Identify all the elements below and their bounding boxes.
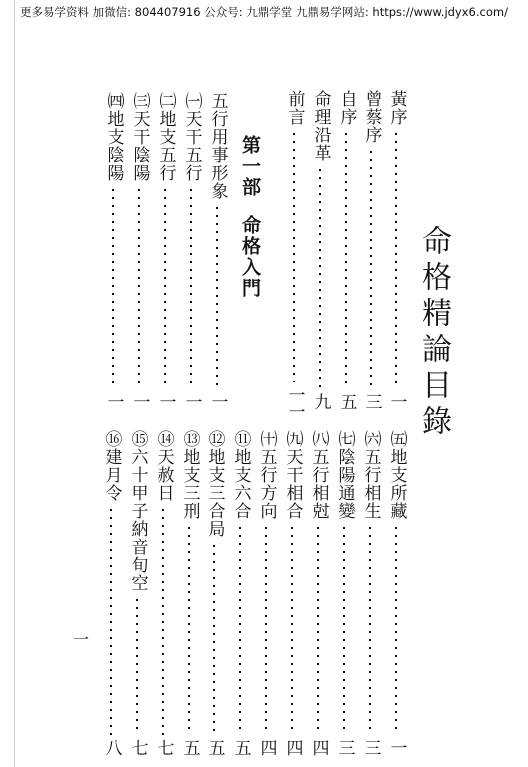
- toc-entry: [254, 430, 278, 756]
- leader-dots: [110, 506, 112, 735]
- margin-mark: 一: [73, 630, 90, 649]
- toc-entry-label: 黃序: [386, 90, 407, 126]
- toc-entry: [205, 92, 229, 410]
- leader-dots: [370, 148, 372, 389]
- toc-entry-label: 自序: [336, 90, 357, 126]
- toc-entry-page: 七: [153, 739, 174, 756]
- toc-entry-label: ⑫地支三合局: [204, 430, 225, 538]
- toc-entry: [228, 430, 252, 756]
- toc-entry: [384, 90, 408, 410]
- leader-dots: [188, 524, 190, 735]
- leader-dots: [216, 204, 218, 389]
- part-number: 第一部: [239, 135, 261, 198]
- toc-entry-page: 一: [103, 393, 124, 410]
- leader-dots: [164, 186, 166, 389]
- toc-entry-page: 一: [386, 393, 407, 410]
- leader-dots: [239, 524, 241, 735]
- toc-entry-label: ㈡地支五行: [155, 92, 176, 182]
- toc-entry: [308, 90, 332, 410]
- toc-entry-page: 一: [181, 393, 202, 410]
- toc-entry-label: ㈥五行相生: [360, 430, 381, 520]
- toc-entry: [127, 92, 151, 410]
- toc-entry-page: 一: [129, 393, 150, 410]
- toc-entry-label: ㈨天干相合: [282, 430, 303, 520]
- toc-entry-page: 五: [230, 739, 251, 756]
- toc-entry-label: ㈦陰陽通變: [334, 430, 355, 520]
- toc-entry-page: 三: [361, 393, 382, 410]
- toc-entry-label: ⑪地支六合: [230, 430, 251, 520]
- toc-entry-page: 一一: [284, 386, 305, 420]
- leader-dots: [345, 130, 347, 389]
- leader-dots: [112, 186, 114, 389]
- toc-title: 命格精論目錄: [416, 225, 451, 441]
- toc-entry-label: 前言: [284, 90, 305, 126]
- toc-entry-label: ⑭天赦日: [153, 430, 174, 502]
- toc-entry-label: ㈠天干五行: [181, 92, 202, 182]
- toc-entry: [280, 430, 304, 756]
- toc-entry: [151, 430, 175, 756]
- toc-entry: [282, 90, 306, 420]
- toc-entry-page: 五: [204, 739, 225, 756]
- toc-entry-label: ㈧五行相尅: [308, 430, 329, 520]
- leader-dots: [317, 524, 319, 735]
- toc-entry: [101, 92, 125, 410]
- header-banner: 更多易学资料 加微信: 804407916 公众号: 九鼎学堂 九鼎易学网站: https://www.jdyx6.com/: [20, 5, 508, 19]
- leader-dots: [343, 524, 345, 735]
- toc-entry: [153, 92, 177, 410]
- leader-dots: [395, 524, 397, 735]
- toc-entry-label: 命理沿革: [310, 90, 331, 162]
- leader-dots: [138, 186, 140, 389]
- toc-entry-page: 一: [207, 393, 228, 410]
- leader-dots: [213, 542, 215, 735]
- toc-entry-page: 一: [155, 393, 176, 410]
- toc-entry-label: ⑯建月令: [101, 430, 122, 502]
- leader-dots: [369, 524, 371, 735]
- toc-entry-label: ⑬地支三刑: [179, 430, 200, 520]
- toc-entry-page: 八: [101, 739, 122, 756]
- toc-entry: [125, 430, 149, 756]
- toc-entry-page: 四: [282, 739, 303, 756]
- toc-entry-page: 四: [256, 739, 277, 756]
- toc-entry: [384, 430, 408, 756]
- page-edge-line: [14, 0, 15, 767]
- toc-entry: [99, 430, 123, 756]
- part-name: 命格入門: [239, 215, 261, 299]
- toc-entry: [202, 430, 226, 756]
- toc-entry: [179, 92, 203, 410]
- toc-entry-page: 四: [308, 739, 329, 756]
- toc-entry-page: 七: [127, 739, 148, 756]
- leader-dots: [293, 130, 295, 382]
- toc-entry-label: ㈣地支陰陽: [103, 92, 124, 182]
- toc-entry: [359, 90, 383, 410]
- toc-entry: [334, 90, 358, 410]
- toc-entry-page: 一: [386, 739, 407, 756]
- toc-entry: [306, 430, 330, 756]
- toc-entry-page: 九: [310, 393, 331, 410]
- leader-dots: [395, 130, 397, 389]
- toc-entry-page: 三: [360, 739, 381, 756]
- leader-dots: [136, 596, 138, 735]
- toc-entry-page: 三: [334, 739, 355, 756]
- leader-dots: [319, 166, 321, 389]
- leader-dots: [190, 186, 192, 389]
- toc-entry: [358, 430, 382, 756]
- leader-dots: [265, 524, 267, 735]
- toc-entry-label: ㈤地支所藏: [386, 430, 407, 520]
- toc-entry-page: 五: [179, 739, 200, 756]
- toc-entry-label: ㈩五行方向: [256, 430, 277, 520]
- toc-entry: [177, 430, 201, 756]
- toc-entry-label: 曾蔡序: [361, 90, 382, 144]
- toc-entry-label: 五行用事形象: [207, 92, 228, 200]
- toc-entry-label: ㈢天干陰陽: [129, 92, 150, 182]
- toc-entry-label: ⑮六十甲子納音旬空: [127, 430, 148, 592]
- toc-entry: [332, 430, 356, 756]
- toc-entry-page: 五: [336, 393, 357, 410]
- leader-dots: [162, 506, 164, 735]
- leader-dots: [291, 524, 293, 735]
